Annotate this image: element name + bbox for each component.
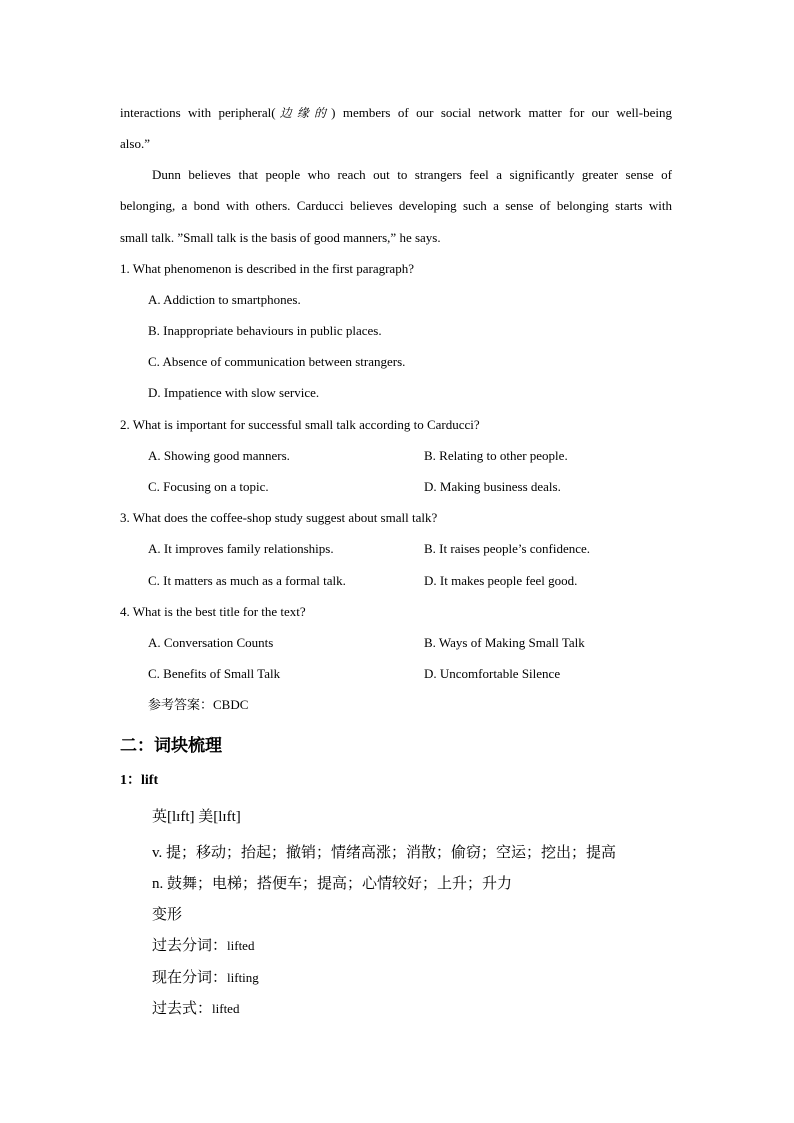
present-participle [152, 966, 259, 987]
passage-text: interactions with peripheral( [120, 105, 276, 120]
passage-line-1 [120, 105, 672, 121]
question-3-option-c: C. It matters as much as a formal talk. [148, 573, 346, 588]
question-4-option-a: A. Conversation Counts [148, 635, 274, 650]
passage-line-2: also.” [120, 136, 150, 151]
passage-text: ) members of our social network matter for our well-being [331, 105, 672, 120]
question-4-option-b: B. Ways of Making Small Talk [424, 635, 585, 650]
past-participle [152, 934, 254, 955]
answer-key: 参考答案：CBDC [148, 697, 249, 712]
question-1-option-c: C. Absence of communication between strangers. [148, 354, 406, 369]
form-label: 现在分词： [152, 970, 228, 986]
question-4-stem: 4. What is the best title for the text? [120, 604, 306, 619]
passage-line-4: belonging, a bond with others. Carducci believes developing such a sense of belonging starts with [120, 198, 672, 213]
passage-gloss: 边缘的 [275, 106, 332, 120]
question-3-stem: 3. What does the coffee-shop study suggest about small talk? [120, 510, 438, 525]
form-value: lifted [212, 1001, 240, 1016]
noun-definition: n. 鼓舞；电梯；搭便车；提高；心情较好；上升；升力 [152, 876, 513, 892]
question-2-option-d: D. Making business deals. [424, 479, 561, 494]
forms-label: 变形 [152, 907, 183, 923]
question-2-option-c: C. Focusing on a topic. [148, 479, 269, 494]
question-2-option-b: B. Relating to other people. [424, 448, 568, 463]
verb-definition: v. 提；移动；抬起；撤销；情绪高涨；消散；偷窃；空运；挖出；提高 [152, 845, 617, 861]
question-1-stem: 1. What phenomenon is described in the first paragraph? [120, 261, 414, 276]
word-heading: 1：lift [120, 773, 159, 788]
past-tense [152, 997, 239, 1018]
question-1-option-b: B. Inappropriate behaviours in public places. [148, 323, 382, 338]
phonetic: 英[lɪft] 美[lɪft] [152, 809, 241, 825]
passage-line-5: small talk. ”Small talk is the basis of good manners,” he says. [120, 230, 441, 245]
passage-line-3: Dunn believes that people who reach out to strangers feel a significantly greater sense of [152, 167, 672, 182]
form-label: 过去式： [152, 1001, 213, 1017]
question-3-option-b: B. It raises people’s confidence. [424, 541, 591, 556]
question-2-stem: 2. What is important for successful small talk according to Carducci? [120, 417, 480, 432]
form-value: lifted [227, 938, 255, 953]
question-3-option-d: D. It makes people feel good. [424, 573, 578, 588]
section-heading: 二：词块梳理 [120, 736, 222, 755]
question-1-option-d: D. Impatience with slow service. [148, 385, 320, 400]
form-label: 过去分词： [152, 938, 228, 954]
question-2-option-a: A. Showing good manners. [148, 448, 290, 463]
question-3-option-a: A. It improves family relationships. [148, 541, 334, 556]
question-1-option-a: A. Addiction to smartphones. [148, 292, 301, 307]
question-4-option-d: D. Uncomfortable Silence [424, 666, 561, 681]
question-4-option-c: C. Benefits of Small Talk [148, 666, 281, 681]
form-value: lifting [227, 970, 259, 985]
